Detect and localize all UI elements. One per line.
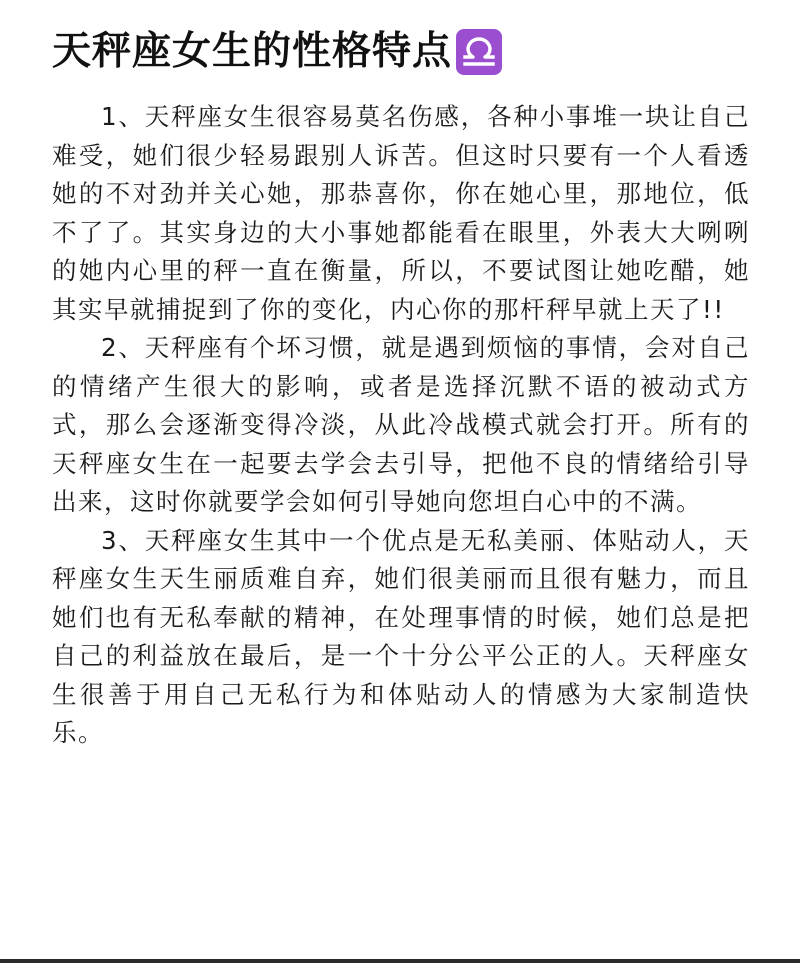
paragraph-1: 1、天秤座女生很容易莫名伤感，各种小事堆一块让自己难受，她们很少轻易跟别人诉苦。但这时只要有一个人看透她的不对劲并关心她，那恭喜你，你在她心里，那地位，低不了了。其实身边的大小事她都能看在眼里，外表大大咧咧的她内心里的秤一直在衡量，所以，不要试图让她吃醋，她其实早就捕捉到了你的变化，内心你的那杆秤早就上天了!! <box>52 102 750 324</box>
paragraph-3: 3、天秤座女生其中一个优点是无私美丽、体贴动人，天秤座女生天生丽质难自弃，她们很美丽而且很有魅力，而且她们也有无私奉献的精神，在处理事情的时候，她们总是把自己的利益放在最后，是一个十分公平公正的人。天秤座女生很善于用自己无私行为和体贴动人的情感为大家制造快乐。 <box>52 525 750 747</box>
paragraph-2: 2、天秤座有个坏习惯，就是遇到烦恼的事情，会对自己的情绪产生很大的影响，或者是选择沉默不语的被动式方式，那么会逐渐变得冷淡，从此冷战模式就会打开。所有的天秤座女生在一起要去学会去引导，把他不良的情绪给引导出来，这时你就要学会如何引导她向您坦白心中的不满。 <box>52 333 750 516</box>
bottom-divider <box>0 959 800 963</box>
page-title: 天秤座女生的性格特点 <box>52 29 453 74</box>
title-row <box>52 20 750 84</box>
libra-zodiac-icon <box>456 29 502 75</box>
